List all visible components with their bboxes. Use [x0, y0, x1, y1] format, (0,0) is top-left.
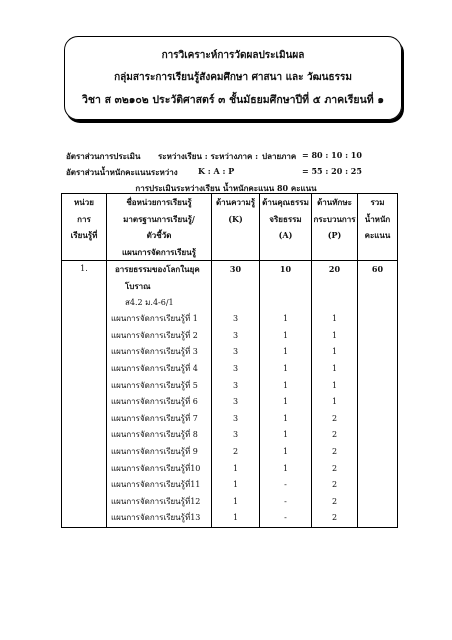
header-total: รวม น้ำหนัก คะแนน: [358, 194, 398, 261]
plan-a-13: -: [284, 513, 287, 523]
plan-k-6: 3: [232, 397, 239, 407]
ratio-value-1: = 80 : 10 : 10: [302, 150, 362, 160]
header-knowledge: ด้านความรู้ (K): [212, 194, 260, 261]
unit-row: [62, 261, 398, 528]
table-title: การประเมินระหว่างเรียน น้ำหนักคะแนน 80 คะแนน: [135, 183, 317, 193]
plan-a-9: 1: [282, 446, 289, 456]
plan-p-6: 1: [331, 397, 338, 407]
plan-k-8: 3: [232, 430, 239, 440]
plan-p-1: 1: [331, 314, 338, 324]
plan-name-2: แผนการจัดการเรียนรู้ที่ 2: [111, 330, 198, 340]
plan-k-10: 1: [232, 463, 239, 473]
ratio-label-2: อัตราส่วนน้ำหนักคะแนนระหว่าง: [66, 167, 178, 177]
plan-name-11: แผนการจัดการเรียนรู้ที่11: [111, 480, 201, 490]
plan-p-7: 2: [331, 413, 338, 423]
plan-a-10: 1: [282, 463, 289, 473]
plan-k-3: 3: [232, 347, 239, 357]
unit-name-cell: [107, 261, 212, 528]
unit-p-cell: [312, 261, 358, 528]
plan-name-12: แผนการจัดการเรียนรู้ที่12: [111, 496, 201, 506]
title-box: [64, 36, 402, 120]
plan-name-9: แผนการจัดการเรียนรู้ที่ 9: [111, 446, 198, 456]
plan-p-13: 2: [331, 513, 338, 523]
ratio-label-1: อัตราส่วนการประเมิน: [66, 151, 141, 161]
unit-name-cont: โบราณ: [125, 280, 151, 291]
header-unit-name: ชื่อหน่วยการเรียนรู้ มาตรฐานการเรียนรู้/ ตัวชี้วัด แผนการจัดการเรียนรู้: [107, 194, 212, 261]
assessment-table: [61, 193, 398, 528]
plan-name-6: แผนการจัดการเรียนรู้ที่ 6: [111, 397, 198, 407]
plan-a-2: 1: [282, 330, 289, 340]
plan-p-9: 2: [331, 446, 338, 456]
plan-k-11: 1: [232, 480, 239, 490]
unit-p: 20: [328, 264, 341, 275]
ratio-value-2: = 55 : 20 : 25: [302, 166, 362, 176]
plan-p-12: 2: [331, 496, 338, 506]
unit-no: 1.: [62, 261, 107, 528]
plan-k-4: 3: [232, 363, 239, 373]
plan-a-4: 1: [282, 363, 289, 373]
unit-a-cell: [260, 261, 312, 528]
document-title: การวิเคราะห์การวัดผลประเมินผล: [161, 50, 305, 61]
plan-k-12: 1: [232, 496, 239, 506]
plan-k-13: 1: [232, 513, 239, 523]
plan-a-5: 1: [282, 380, 289, 390]
plan-name-13: แผนการจัดการเรียนรู้ที่13: [111, 513, 201, 523]
plan-name-3: แผนการจัดการเรียนรู้ที่ 3: [111, 347, 198, 357]
plan-a-11: -: [284, 480, 287, 490]
plan-name-7: แผนการจัดการเรียนรู้ที่ 7: [111, 413, 198, 423]
unit-name: อารยธรรมของโลกในยุค: [115, 264, 200, 275]
unit-total-cell: [358, 261, 398, 528]
plan-p-5: 1: [331, 380, 338, 390]
ratio-mid-2: K : A : P: [198, 166, 235, 176]
header-process: ด้านทักษะ กระบวนการ (P): [312, 194, 358, 261]
plan-k-2: 3: [232, 330, 239, 340]
subject-group: กลุ่มสาระการเรียนรู้สังคมศึกษา ศาสนา และ วัฒนธรรม: [114, 72, 352, 83]
unit-code: ส4.2 ม.4-6/1: [125, 297, 174, 307]
plan-a-12: -: [284, 496, 287, 506]
plan-p-4: 1: [331, 363, 338, 373]
header-attitude: ด้านคุณธรรม จริยธรรม (A): [260, 194, 312, 261]
plan-k-7: 3: [232, 413, 239, 423]
plan-k-5: 3: [232, 380, 239, 390]
plan-p-10: 2: [331, 463, 338, 473]
plan-name-8: แผนการจัดการเรียนรู้ที่ 8: [111, 430, 198, 440]
header-unit-no: หน่วย การ เรียนรู้ที่: [62, 194, 107, 261]
plan-k-9: 2: [232, 446, 239, 456]
plan-a-6: 1: [282, 397, 289, 407]
plan-k-1: 3: [232, 314, 239, 324]
unit-total: 60: [371, 264, 384, 275]
plan-p-2: 1: [331, 330, 338, 340]
plan-p-3: 1: [331, 347, 338, 357]
plan-name-5: แผนการจัดการเรียนรู้ที่ 5: [111, 380, 198, 390]
course-line: วิชา ส ๓๒๑๐๒ ประวัติศาสตร์ ๓ ชั้นมัธยมศึกษาปีที่ ๕ ภาคเรียนที่ ๑: [82, 94, 384, 106]
plan-name-4: แผนการจัดการเรียนรู้ที่ 4: [111, 363, 198, 373]
plan-a-7: 1: [282, 413, 289, 423]
table-header-row: [62, 194, 398, 261]
ratio-mid-1b: ปลายภาค: [262, 151, 297, 161]
plan-a-3: 1: [282, 347, 289, 357]
plan-a-8: 1: [282, 430, 289, 440]
plan-a-1: 1: [282, 314, 289, 324]
plan-name-10: แผนการจัดการเรียนรู้ที่10: [111, 463, 201, 473]
plan-p-8: 2: [331, 430, 338, 440]
plan-p-11: 2: [331, 480, 338, 490]
unit-a: 10: [279, 264, 292, 275]
unit-k: 30: [229, 264, 242, 275]
unit-k-cell: [212, 261, 260, 528]
plan-name-1: แผนการจัดการเรียนรู้ที่ 1: [111, 314, 198, 324]
ratio-mid-1: ระหว่างเรียน : ระหว่างภาค :: [158, 151, 259, 161]
